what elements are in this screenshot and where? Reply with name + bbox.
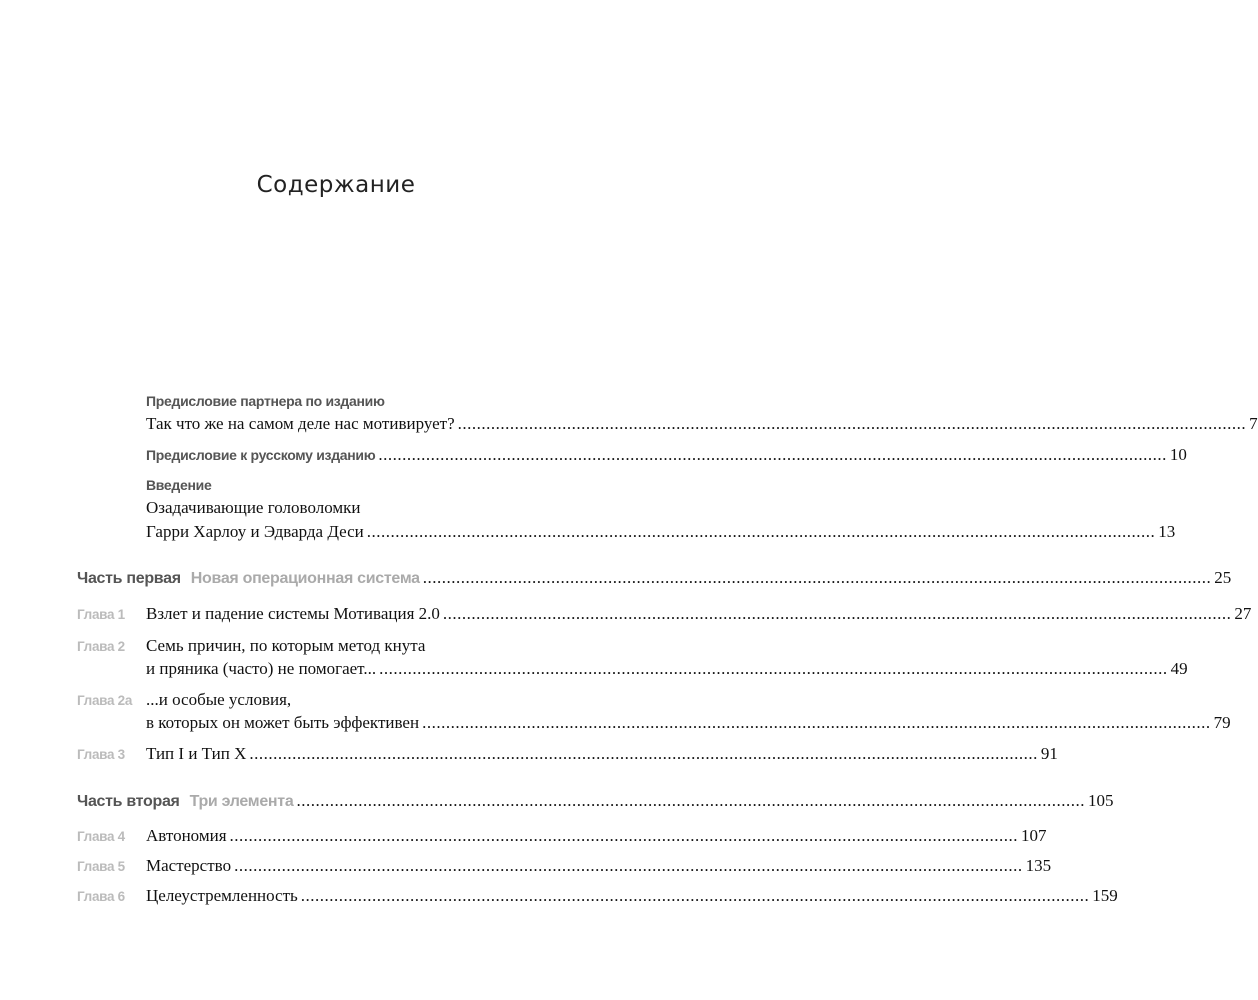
leader-dots: ......................................................................................................................................................................: [229, 826, 1019, 845]
toc-part-2[interactable]: [77, 791, 1114, 811]
toc-chapter-2a[interactable]: [146, 713, 1231, 733]
leader-dots: ......................................................................................................................................................................: [442, 604, 1232, 623]
intro-line-1: Озадачивающие головоломки: [146, 498, 361, 517]
entry-text: в которых он может быть эффективен: [146, 713, 420, 732]
leader-dots: ......................................................................................................................................................................: [378, 445, 1167, 464]
leader-dots: ......................................................................................................................................................................: [249, 744, 1038, 763]
leader-dots: ......................................................................................................................................................................: [379, 659, 1168, 678]
page-number: 7: [1249, 414, 1258, 433]
page-number: 13: [1158, 522, 1176, 541]
page-title: Содержание: [256, 172, 416, 198]
chapter-6-label: Глава 6: [77, 889, 125, 904]
entry-text: Целеустремленность: [146, 886, 298, 905]
page-number: 91: [1040, 744, 1058, 763]
leader-dots: ......................................................................................................................................................................: [366, 522, 1156, 541]
page-number: 25: [1214, 568, 1232, 587]
part-name: Три элемента: [189, 793, 294, 810]
toc-chapter-5[interactable]: [146, 856, 1052, 876]
chapter-2-line-1: Семь причин, по которым метод кнута: [146, 636, 426, 655]
leader-dots: ......................................................................................................................................................................: [300, 886, 1090, 905]
page-number: 135: [1025, 856, 1052, 875]
part-name: Новая операционная система: [190, 570, 420, 587]
page-number: 49: [1170, 659, 1188, 678]
chapter-2-label: Глава 2: [77, 639, 125, 654]
preface-partner-label: Предисловие партнера по изданию: [146, 393, 385, 409]
page-number: 79: [1213, 713, 1231, 732]
chapter-1-label: Глава 1: [77, 607, 125, 622]
chapter-3-label: Глава 3: [77, 747, 125, 762]
entry-text: Тип I и Тип X: [146, 744, 247, 763]
toc-chapter-6[interactable]: [146, 886, 1118, 906]
leader-dots: ......................................................................................................................................................................: [422, 713, 1211, 732]
leader-dots: ......................................................................................................................................................................: [234, 856, 1023, 875]
toc-part-1[interactable]: [77, 568, 1232, 588]
entry-text: и пряника (часто) не помогает...: [146, 659, 377, 678]
chapter-2a-label: Глава 2а: [77, 693, 133, 708]
page-number: 107: [1021, 826, 1047, 845]
toc-chapter-2[interactable]: [146, 659, 1188, 679]
preface-russian-label: Предисловие к русскому изданию: [146, 447, 376, 463]
toc-chapter-4[interactable]: [146, 826, 1047, 846]
part-label: Часть вторая: [77, 793, 180, 810]
toc-chapter-3[interactable]: [146, 744, 1058, 764]
toc-entry-preface-partner[interactable]: [146, 414, 1258, 434]
intro-label: Введение: [146, 477, 212, 493]
entry-text: Автономия: [146, 826, 227, 845]
page-number: 105: [1087, 791, 1114, 810]
leader-dots: ......................................................................................................................................................................: [296, 791, 1085, 810]
entry-text: Взлет и падение системы Мотивация 2.0: [146, 604, 440, 623]
page-number: 159: [1092, 886, 1118, 905]
chapter-4-label: Глава 4: [77, 829, 125, 844]
entry-text: Так что же на самом деле нас мотивирует?: [146, 414, 455, 433]
leader-dots: ......................................................................................................................................................................: [457, 414, 1247, 433]
toc-entry-intro[interactable]: [146, 522, 1176, 542]
toc-chapter-1[interactable]: [146, 604, 1252, 624]
leader-dots: ......................................................................................................................................................................: [422, 568, 1212, 587]
chapter-5-label: Глава 5: [77, 859, 125, 874]
chapter-2a-line-1: ...и особые условия,: [146, 690, 292, 709]
entry-text: Гарри Харлоу и Эдварда Деси: [146, 522, 364, 541]
toc-entry-preface-russian[interactable]: [146, 445, 1187, 465]
part-label: Часть первая: [77, 570, 181, 587]
page-number: 27: [1234, 604, 1252, 623]
page-number: 10: [1169, 445, 1187, 464]
entry-text: Мастерство: [146, 856, 232, 875]
